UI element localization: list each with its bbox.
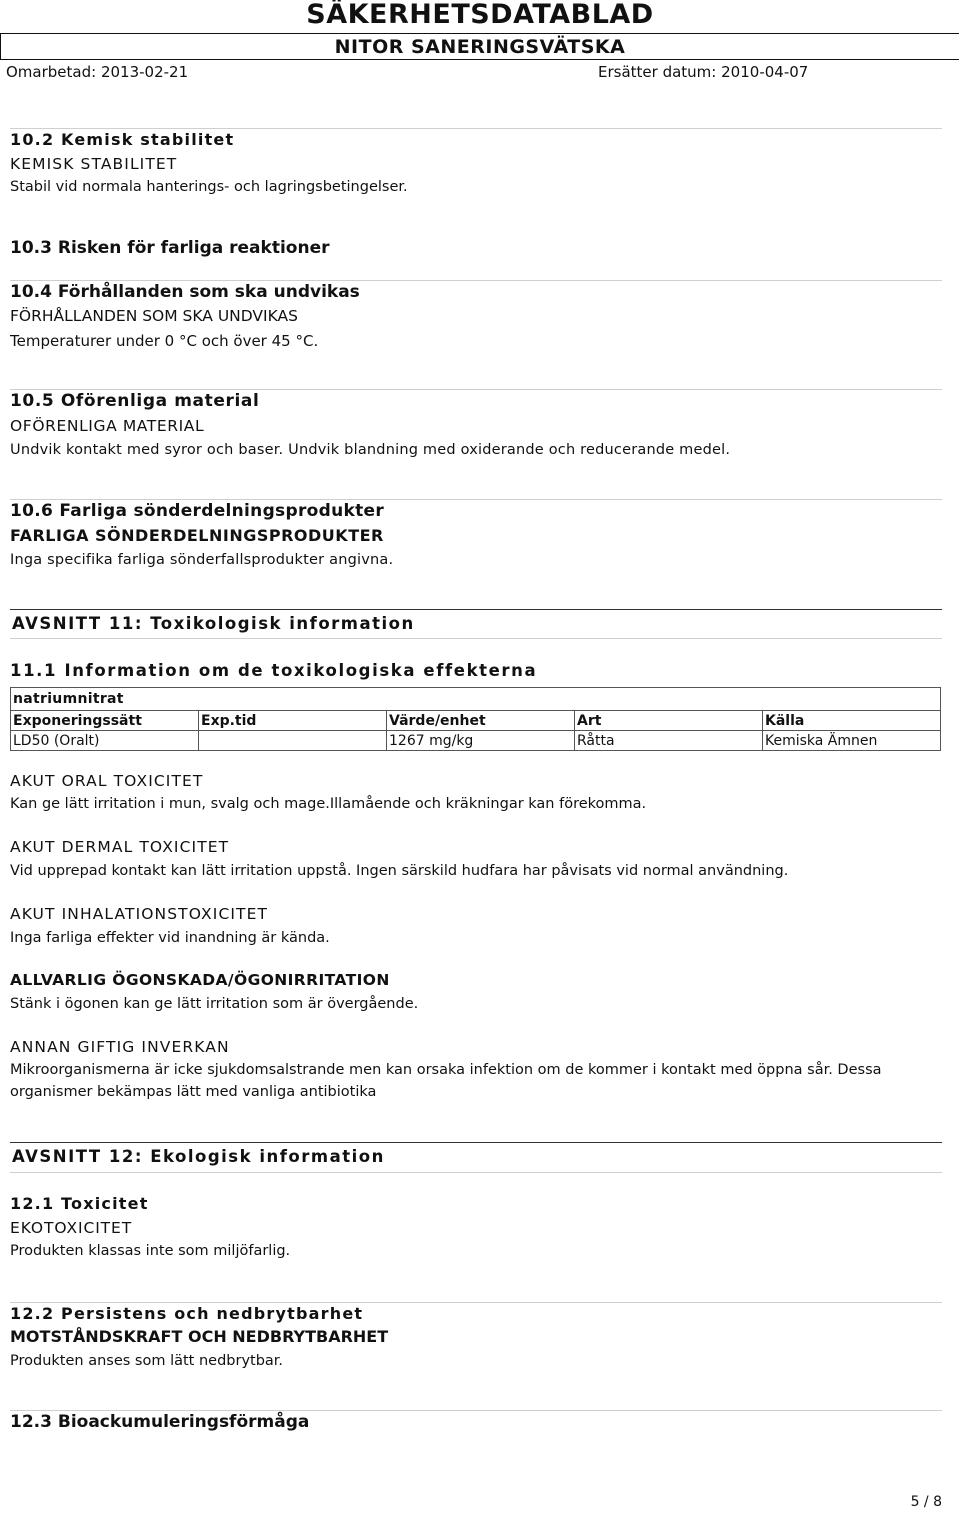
section-divider [10, 1172, 942, 1173]
col-header: Art [575, 711, 763, 731]
subheading-kemisk-stabilitet: KEMISK STABILITET [10, 155, 178, 173]
heading-12-2: 12.2 Persistens och nedbrytbarhet [10, 1304, 364, 1323]
text-10-5: Undvik kontakt med syror och baser. Undvik blandning med oxiderande och reducerande medel. [10, 442, 731, 458]
section-divider [10, 280, 942, 281]
heading-10-3: 10.3 Risken för farliga reaktioner [10, 238, 330, 258]
table-header-row [11, 711, 941, 731]
table-row [11, 731, 941, 751]
heading-10-6: 10.6 Farliga sönderdelningsprodukter [10, 501, 385, 521]
replaces-date-line [598, 63, 808, 81]
revised-date: Omarbetad: 2013-02-21 [6, 63, 189, 81]
col-header: Värde/enhet [387, 711, 575, 731]
replaces-label: Ersätter datum: [598, 63, 717, 81]
heading-12-3: 12.3 Bioackumuleringsförmåga [10, 1412, 310, 1432]
text-12-1: Produkten klassas inte som miljöfarlig. [10, 1243, 291, 1259]
subheading-farliga: FARLIGA SÖNDERDELNINGSPRODUKTER [10, 526, 384, 545]
text-akut-oral: Kan ge lätt irritation i mun, svalg och mage.Illamående och kräkningar kan förekomma. [10, 796, 647, 812]
col-header: Källa [763, 711, 941, 731]
heading-akut-oral: AKUT ORAL TOXICITET [10, 772, 204, 790]
section-divider [10, 128, 942, 129]
heading-10-2: 10.2 Kemisk stabilitet [10, 130, 235, 149]
text-ogonskada: Stänk i ögonen kan ge lätt irritation som är övergående. [10, 996, 419, 1012]
table-cell: LD50 (Oralt) [11, 731, 199, 751]
heading-annan-giftig: ANNAN GIFTIG INVERKAN [10, 1038, 230, 1056]
section-11-title: AVSNITT 11: Toxikologisk information [12, 614, 415, 633]
heading-akut-dermal: AKUT DERMAL TOXICITET [10, 838, 230, 856]
heading-10-5: 10.5 Oförenliga material [10, 391, 260, 411]
product-name: NITOR SANERINGSVÄTSKA [334, 36, 626, 58]
text-10-4: Temperaturer under 0 °C och över 45 °C. [10, 332, 319, 350]
section-divider [10, 1410, 942, 1411]
text-10-6: Inga specifika farliga sönderfallsprodukter angivna. [10, 552, 394, 568]
section-divider [10, 499, 942, 500]
section-rule [10, 1142, 942, 1143]
table-cell [199, 731, 387, 751]
toxicity-table [10, 687, 941, 751]
section-divider [10, 638, 942, 639]
replaces-date: 2010-04-07 [721, 63, 809, 81]
heading-ogonskada: ALLVARLIG ÖGONSKADA/ÖGONIRRITATION [10, 971, 390, 989]
section-divider [10, 1302, 942, 1303]
document-title: SÄKERHETSDATABLAD [306, 0, 654, 30]
table-cell: Kemiska Ämnen [763, 731, 941, 751]
text-akut-dermal: Vid upprepad kontakt kan lätt irritation uppstå. Ingen särskild hudfara har påvisats vid normal användning. [10, 863, 789, 879]
section-rule [10, 609, 942, 610]
heading-11-1: 11.1 Information om de toxikologiska effekterna [10, 661, 538, 680]
subheading-motstandskraft: MOTSTÅNDSKRAFT OCH NEDBRYTBARHET [10, 1327, 389, 1346]
table-cell: 1267 mg/kg [387, 731, 575, 751]
col-header: Exponeringssätt [11, 711, 199, 731]
heading-10-4: 10.4 Förhållanden som ska undvikas [10, 282, 360, 302]
page-number: 5 / 8 [910, 1494, 942, 1510]
section-12-title: AVSNITT 12: Ekologisk information [12, 1147, 385, 1166]
substance-name: natriumnitrat [11, 688, 941, 711]
heading-12-1: 12.1 Toxicitet [10, 1194, 149, 1213]
col-header: Exp.tid [199, 711, 387, 731]
heading-akut-inhalation: AKUT INHALATIONSTOXICITET [10, 905, 269, 923]
subheading-ekotoxicitet: EKOTOXICITET [10, 1219, 133, 1237]
text-10-2: Stabil vid normala hanterings- och lagringsbetingelser. [10, 179, 408, 195]
subheading-oforenliga: OFÖRENLIGA MATERIAL [10, 417, 205, 435]
text-annan-giftig-1: Mikroorganismerna är icke sjukdomsalstrande men kan orsaka infektion om de kommer i kontakt med öppna sår. Dessa [10, 1062, 882, 1078]
table-cell: Råtta [575, 731, 763, 751]
text-annan-giftig-2: organismer bekämpas lätt med vanliga antibiotika [10, 1084, 377, 1100]
section-divider [10, 389, 942, 390]
subheading-forhallanden: FÖRHÅLLANDEN SOM SKA UNDVIKAS [10, 307, 298, 325]
text-12-2: Produkten anses som lätt nedbrytbar. [10, 1353, 284, 1369]
text-akut-inhalation: Inga farliga effekter vid inandning är kända. [10, 930, 330, 946]
